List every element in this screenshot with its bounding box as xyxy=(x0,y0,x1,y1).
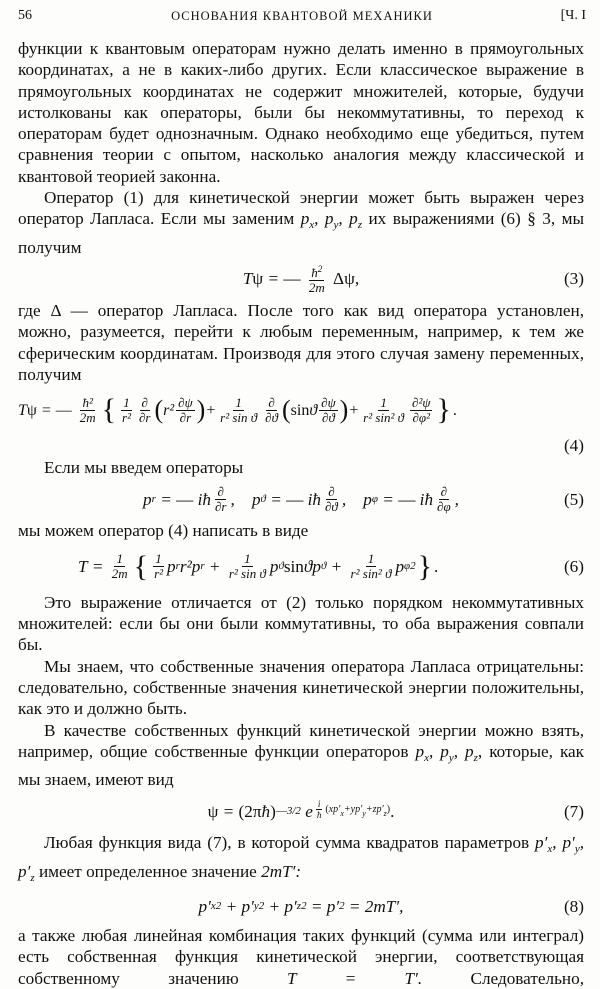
paragraph-5: мы можем оператор (4) написать в виде xyxy=(18,521,309,541)
paragraph-8-text-a: В качестве собственных функций кинетической энергии можно взять, например, общие собственные функции операторов xyxy=(18,720,584,761)
equation-8: p′ x 2 + p′ y 2 + p′ z 2 = p′ 2 = 2mT′, (8) xyxy=(198,897,584,917)
running-title: ОСНОВАНИЯ КВАНТОВОЙ МЕХАНИКИ xyxy=(171,9,433,23)
paragraph-1: функции к квантовым операторам нужно делать именно в прямоугольных координатах, а не в каких-либо других. Если классическое выражение в прямоугольных координатах не содержит множителей, которые, будучи истолкованы как операторы, были бы некоммутативны, то переход к операторам будет однозначным. Однако необходимо еще убедиться, путем сравнения теории с опытом, насколько аналогия между классической и квантовой теорией законна. xyxy=(18,39,584,186)
paragraph-9-text-b: имеет определенное значение xyxy=(34,861,262,881)
paragraph-10 xyxy=(18,925,584,989)
page-number: 56 xyxy=(18,8,32,23)
p-operators: $p_x$, $p_y$, $p_z$ xyxy=(415,741,478,764)
paragraph-2-text-b: их выражениями (6) § 3, мы получим xyxy=(18,209,585,257)
chapter-marker: [Ч. I xyxy=(560,8,586,23)
page-body xyxy=(18,38,584,989)
running-header xyxy=(18,8,586,28)
equation-6: T = $\frac{1}{2m}$ { $\frac{1}{\text{r²}}$ p r r²p r + $\frac{1}{\text{r² sin ϑ}}$ p ϑ sin ϑp ϑ + $\frac{1}{\text{r² sin² ϑ}}$ p φ 2 } . (6) xyxy=(78,549,584,583)
paragraph-2 xyxy=(18,187,584,258)
equation-number-4: (4) xyxy=(563,436,584,456)
t-equals-t-prime: T = T′. xyxy=(287,968,423,988)
equation-number-7: (7) xyxy=(563,801,584,821)
equation-3: T ψ = — $\frac{ħ^2}{2m}$ Δψ, (3) xyxy=(242,264,584,296)
paragraph-3: где Δ — оператор Лапласа. После того как вид оператора установлен, можно, разумеется, перейти к любым переменным, например, к тем же сферическим координатам. Производя для этого случая замену переменных, получим xyxy=(18,300,584,384)
paragraph-6: Это выражение отличается от (2) только порядком некоммутативных множителей: если бы они были коммутативны, то оба выражения совпали бы. xyxy=(18,592,584,655)
paragraph-10-text: а также любая линейная комбинация таких функций (сумма или интеграл) есть собственная функция кинетической энергии, соответствующая собственному значению xyxy=(18,926,584,988)
equation-7: ψ = (2π ħ ) —3/2 e $\frac{i}{ħ}$ $(xp'_x+yp'_y+zp'_z)$ . (7) xyxy=(207,798,584,821)
equation-number-8: (8) xyxy=(563,897,584,917)
equation-5: p r = — iħ $\frac{\partial}{\partial r}$ , p ϑ = — iħ $\frac{\partial}{\partial ϑ}$ , p φ = — iħ $\frac{\partial}{\partial\varphi}$ , (5) xyxy=(143,483,584,514)
paragraph-9-text-a: Любая функция вида (7), в которой сумма квадратов параметров xyxy=(44,833,536,853)
p-prime-components: $p'_x$, $p'_y$, $p'_z$ xyxy=(18,833,584,884)
equation-number-5: (5) xyxy=(563,489,584,509)
paragraph-4: Если мы введем операторы xyxy=(44,458,244,478)
equation-4: T ψ = — $\frac{\text{ħ²}}{2m}$ { $\frac{1}{\text{r²}}$ $\frac{\partial}{\partial r}$ ( r² $\frac{\partial\psi}{\partial r}$ ) + $\frac{1}{\text{r² sin ϑ}}$ $\frac{\partial}{\partial ϑ}$ ( sin ϑ $\frac{\partial\psi}{\partial ϑ}$ ) + $\frac{1}{\text{r² sin² ϑ}}$ $\frac{\text{∂²ψ}}{\text{∂φ²}}$ } . xyxy=(18,393,457,427)
equation-number-6: (6) xyxy=(563,557,584,577)
paragraph-7: Мы знаем, что собственные значения оператора Лапласа отрицательны: следовательно, собственные значения кинетической энергии положительны, как это и должно быть. xyxy=(18,656,584,719)
paragraph-9 xyxy=(18,832,584,889)
paragraph-8-text-b: , которые, как мы знаем, имеют вид xyxy=(18,741,585,790)
paragraph-8 xyxy=(18,720,584,791)
p-components: $p_x$, $p_y$, $p_z$ xyxy=(300,209,363,232)
equation-number-3: (3) xyxy=(563,269,584,289)
two-m-t: 2mT′: xyxy=(261,861,302,881)
paragraph-10-tail: Следовательно, xyxy=(422,968,585,988)
paragraph-2-text-a: Оператор (1) для кинетической энергии может быть выражен через оператор Лапласа. Если мы заменим xyxy=(18,188,584,229)
